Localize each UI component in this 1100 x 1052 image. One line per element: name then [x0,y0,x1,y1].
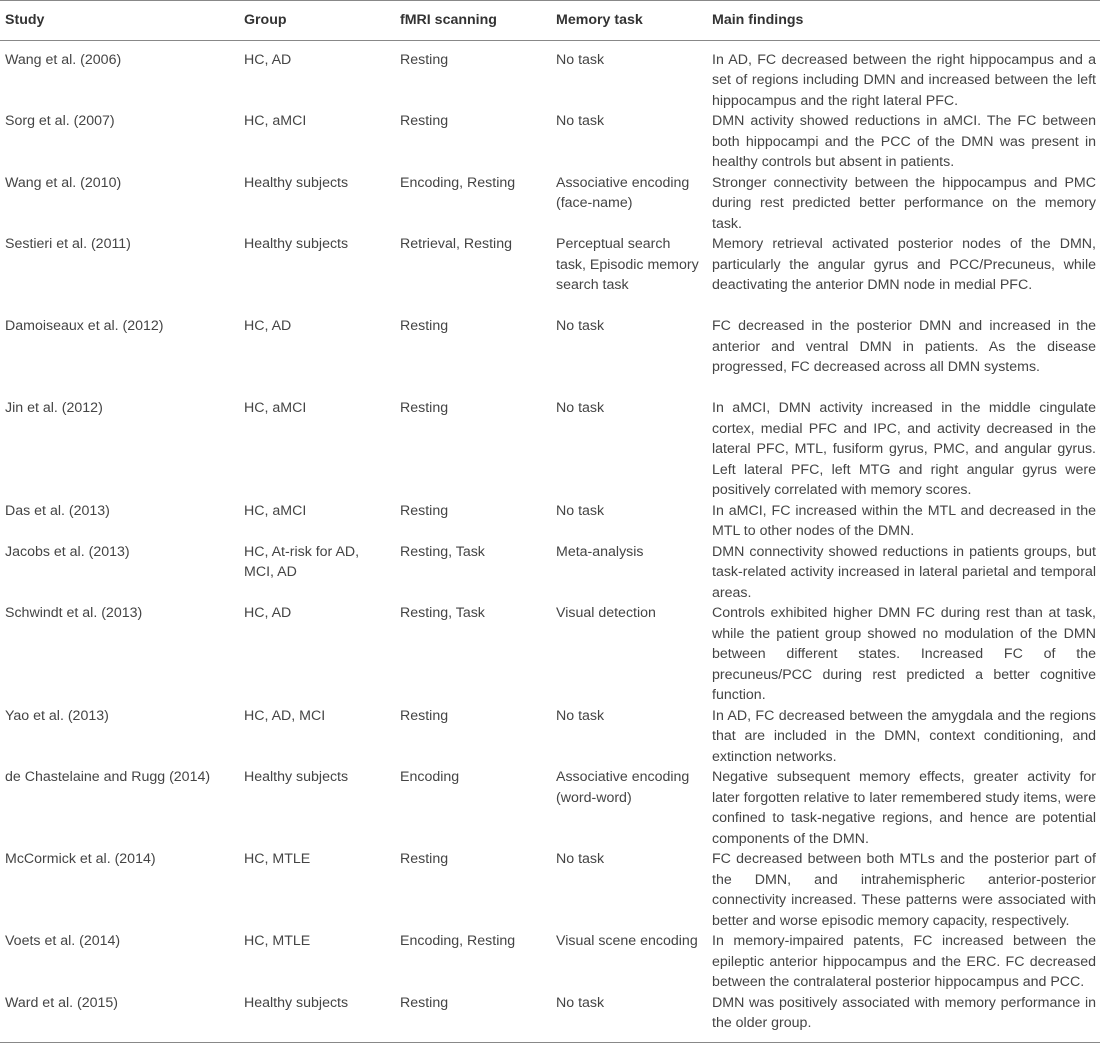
cell-group: HC, MTLE [244,851,311,867]
cell-memory-task: Associative encoding (face-name) [556,174,690,211]
table-row [0,40,1100,111]
cell-group: HC, AD [244,318,292,334]
table-row [0,993,1100,1043]
cell-group: Healthy subjects [244,236,349,252]
cell-fmri-scanning: Resting, Task [400,543,485,560]
table-row [0,849,1100,931]
header-study: Study [5,12,45,28]
cell-main-findings: FC decreased between both MTLs and the posterior part of the DMN, and intrahemispheric anterior-posterior connectivity increased. These patterns were associated with better and worse episodic memory capacity, respectively. [712,851,1096,929]
cell-main-findings: In aMCI, FC increased within the MTL and decreased in the MTL to other nodes of the DMN. [712,502,1096,539]
cell-main-findings: FC decreased in the posterior DMN and increased in the anterior and ventral DMN in patients. As the disease progressed, FC decreased across all DMN systems. [712,318,1096,375]
table-body [0,40,1100,1042]
cell-fmri-scanning: Encoding [400,769,460,785]
cell-fmri-scanning: Resting [400,502,449,519]
cell-memory-task: Meta-analysis [556,543,644,560]
cell-study: McCormick et al. (2014) [5,851,156,867]
cell-group: HC, aMCI [244,400,307,416]
cell-fmri-scanning: Resting [400,400,449,416]
cell-memory-task: Visual detection [556,605,656,621]
table-row [0,706,1100,768]
cell-memory-task: Visual scene encoding [556,933,698,949]
cell-fmri-scanning: Resting [400,994,449,1011]
cell-memory-task: No task [556,994,605,1011]
cell-study: Yao et al. (2013) [5,707,109,724]
cell-group: HC, aMCI [244,113,307,129]
cell-group: Healthy subjects [244,174,349,191]
cell-fmri-scanning: Encoding, Resting [400,933,516,949]
cell-fmri-scanning: Resting [400,318,449,334]
cell-main-findings: DMN activity showed reductions in aMCI. The FC between both hippocampi and the PCC of the DMN was present in healthy controls but absent in patients. [712,113,1096,170]
cell-fmri-scanning: Resting [400,707,449,724]
cell-main-findings: In aMCI, DMN activity increased in the middle cingulate cortex, medial PFC and IPC, and activity decreased in the lateral PFC, MTL, fusiform gyrus, PMC, and angular gyrus. Left lateral PFC, left MTG and right angular gyrus were positively correlated with memory scores. [712,400,1096,498]
cell-main-findings: Controls exhibited higher DMN FC during rest than at task, while the patient group showed no modulation of the DMN between different states. Increased FC of the precuneus/PCC during rest predicted a better cognitive function. [712,605,1096,703]
cell-fmri-scanning: Encoding, Resting [400,174,516,191]
cell-group: HC, At-risk for AD, MCI, AD [244,543,360,580]
cell-study: Jin et al. (2012) [5,400,103,416]
header-memory-task: Memory task [556,12,643,28]
cell-group: Healthy subjects [244,994,349,1011]
table-row [0,111,1100,173]
header-main-findings: Main findings [712,12,804,28]
cell-memory-task: No task [556,318,605,334]
cell-study: Sestieri et al. (2011) [5,236,131,252]
cell-group: HC, aMCI [244,502,307,519]
cell-main-findings: DMN was positively associated with memory performance in the older group. [712,994,1096,1031]
cell-study: Ward et al. (2015) [5,994,119,1011]
cell-study: Jacobs et al. (2013) [5,543,130,560]
table-row [0,316,1100,398]
cell-group: HC, MTLE [244,933,311,949]
table-row [0,767,1100,849]
cell-fmri-scanning: Retrieval, Resting [400,236,512,252]
cell-memory-task: No task [556,400,605,416]
cell-fmri-scanning: Resting [400,113,449,129]
cell-group: HC, AD [244,605,292,621]
cell-fmri-scanning: Resting [400,851,449,867]
table-header-row [0,1,1100,41]
cell-main-findings: Stronger connectivity between the hippocampus and PMC during rest predicted better performance on the memory task. [712,174,1096,232]
cell-group: HC, AD, MCI [244,707,326,724]
cell-study: Sorg et al. (2007) [5,113,115,129]
cell-main-findings: Negative subsequent memory effects, greater activity for later forgotten relative to later remembered study items, were confined to task-negative regions, and hence are potential components of the DMN. [712,769,1096,847]
table-row [0,603,1100,706]
cell-fmri-scanning: Resting, Task [400,605,485,621]
table-row [0,501,1100,542]
table-row [0,173,1100,235]
cell-memory-task: No task [556,51,605,68]
cell-study: de Chastelaine and Rugg (2014) [5,769,211,785]
cell-study: Wang et al. (2006) [5,51,122,68]
cell-study: Damoiseaux et al. (2012) [5,318,164,334]
cell-group: Healthy subjects [244,769,349,785]
header-fmri-scanning: fMRI scanning [400,12,497,28]
cell-memory-task: No task [556,113,605,129]
cell-memory-task: Perceptual search task, Episodic memory search task [556,236,699,293]
table-row [0,398,1100,501]
cell-study: Schwindt et al. (2013) [5,605,143,621]
cell-main-findings: In AD, FC decreased between the amygdala and the regions that are included in the DMN, context conditioning, and extinction networks. [712,707,1096,765]
cell-fmri-scanning: Resting [400,51,449,68]
cell-memory-task: Associative encoding (word-word) [556,769,690,806]
cell-main-findings: Memory retrieval activated posterior nodes of the DMN, particularly the angular gyrus and PCC/Precuneus, while deactivating the anterior DMN node in medial PFC. [712,236,1096,293]
cell-main-findings: In memory-impaired patents, FC increased between the epileptic anterior hippocampus and the ERC. FC decreased between the contralateral posterior hippocampus and PCC. [712,933,1096,990]
table-row [0,931,1100,993]
cell-study: Wang et al. (2010) [5,174,122,191]
cell-group: HC, AD [244,51,292,68]
cell-study: Voets et al. (2014) [5,933,121,949]
cell-study: Das et al. (2013) [5,502,110,519]
table-row [0,542,1100,604]
cell-memory-task: No task [556,707,605,724]
cell-memory-task: No task [556,502,605,519]
cell-main-findings: DMN connectivity showed reductions in patients groups, but task-related activity increased in lateral parietal and temporal areas. [712,543,1096,601]
table-row [0,234,1100,316]
header-group: Group [244,12,287,28]
cell-memory-task: No task [556,851,605,867]
cell-main-findings: In AD, FC decreased between the right hippocampus and a set of regions including DMN and increased between the left hippocampus and the right lateral PFC. [712,51,1096,109]
